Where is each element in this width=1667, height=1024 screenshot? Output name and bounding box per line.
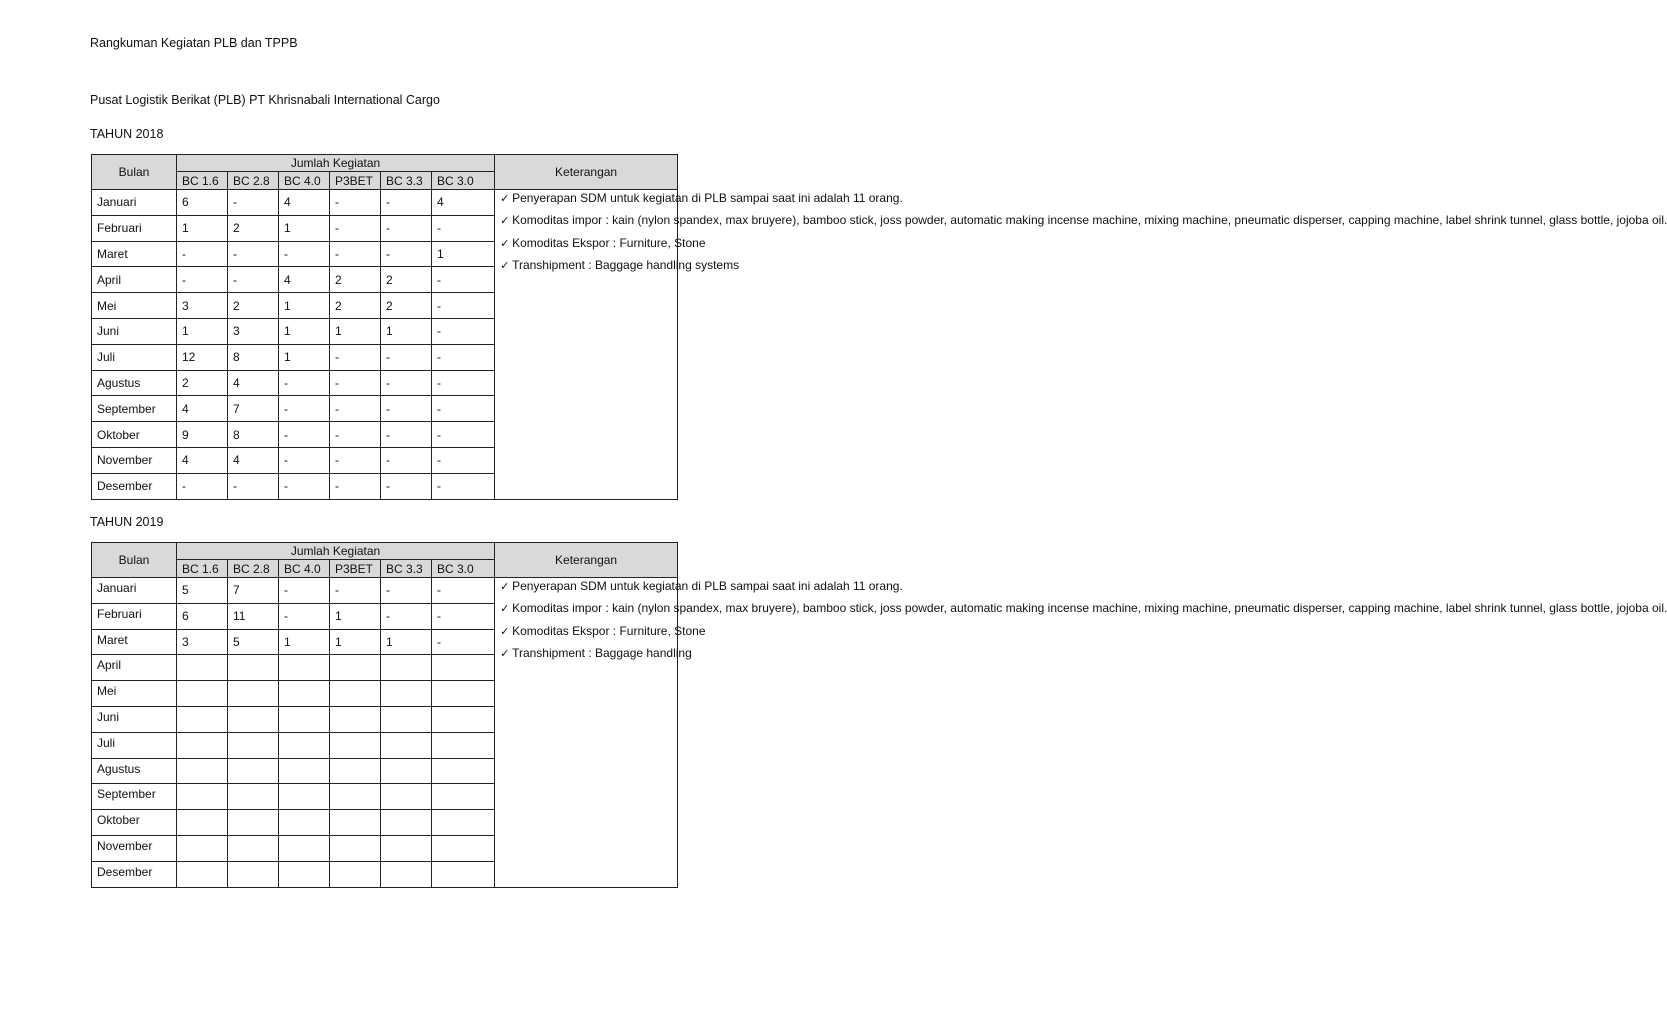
month-cell: Februari (92, 215, 177, 241)
month-cell: Juni (92, 318, 177, 344)
month-cell: Januari (92, 190, 177, 216)
company-heading: Pusat Logistik Berikat (PLB) PT Khrisnabali International Cargo (90, 93, 440, 107)
value-cell: - (432, 447, 495, 473)
value-cell: - (228, 267, 279, 293)
value-cell: 2 (177, 370, 228, 396)
header-row (92, 155, 678, 172)
table-row (92, 190, 678, 216)
value-cell: - (279, 578, 330, 604)
value-cell: 11 (228, 603, 279, 629)
value-cell: 4 (279, 190, 330, 216)
month-cell: Maret (92, 629, 177, 655)
value-cell (228, 861, 279, 887)
value-cell: - (381, 370, 432, 396)
value-cell (381, 681, 432, 707)
value-cell: - (330, 190, 381, 216)
value-cell: - (228, 241, 279, 267)
value-cell: 2 (228, 293, 279, 319)
value-cell: - (279, 447, 330, 473)
value-cell: 7 (228, 396, 279, 422)
value-cell: - (177, 241, 228, 267)
value-cell: 4 (177, 396, 228, 422)
value-cell: 3 (177, 293, 228, 319)
month-cell: November (92, 447, 177, 473)
value-cell (330, 681, 381, 707)
value-cell: - (381, 215, 432, 241)
note-item (500, 257, 740, 274)
value-cell (330, 784, 381, 810)
note-item (500, 600, 1667, 617)
value-cell (279, 655, 330, 681)
month-cell: Agustus (92, 370, 177, 396)
value-cell (381, 835, 432, 861)
value-cell: 1 (330, 603, 381, 629)
value-cell (279, 784, 330, 810)
value-cell (432, 655, 495, 681)
value-cell: 1 (279, 215, 330, 241)
value-cell (177, 784, 228, 810)
check-mark-icon: ✓ (500, 602, 510, 616)
value-cell: - (279, 396, 330, 422)
value-cell: - (177, 267, 228, 293)
month-cell: November (92, 835, 177, 861)
month-cell: Maret (92, 241, 177, 267)
value-cell (177, 835, 228, 861)
value-cell: 5 (177, 578, 228, 604)
value-cell (330, 655, 381, 681)
value-cell (228, 835, 279, 861)
value-cell: 3 (177, 629, 228, 655)
value-cell (330, 758, 381, 784)
value-cell: 2 (381, 267, 432, 293)
value-cell (228, 706, 279, 732)
value-cell (279, 835, 330, 861)
value-cell: 1 (279, 344, 330, 370)
value-cell: - (279, 370, 330, 396)
month-cell: Juni (92, 706, 177, 732)
value-cell: - (381, 422, 432, 448)
value-cell: 1 (177, 215, 228, 241)
note-text: Komoditas Ekspor : Furniture, Stone (512, 623, 706, 638)
check-mark-icon: ✓ (500, 624, 510, 638)
value-cell: 1 (279, 318, 330, 344)
value-cell: - (330, 578, 381, 604)
value-cell: - (228, 190, 279, 216)
value-cell (330, 861, 381, 887)
value-cell (432, 861, 495, 887)
code-header: BC 4.0 (279, 560, 330, 578)
value-cell (279, 732, 330, 758)
month-cell: Oktober (92, 810, 177, 836)
value-cell (381, 732, 432, 758)
note-item (500, 190, 903, 207)
value-cell (279, 681, 330, 707)
value-cell (432, 758, 495, 784)
value-cell: - (432, 396, 495, 422)
value-cell: 2 (381, 293, 432, 319)
value-cell (279, 706, 330, 732)
month-cell: September (92, 396, 177, 422)
value-cell: - (381, 396, 432, 422)
value-cell: - (279, 473, 330, 499)
value-cell: - (381, 190, 432, 216)
value-cell (279, 758, 330, 784)
value-cell: - (432, 603, 495, 629)
value-cell (432, 784, 495, 810)
code-header: BC 3.0 (432, 172, 495, 190)
check-mark-icon: ✓ (500, 259, 510, 273)
value-cell: 1 (330, 629, 381, 655)
value-cell: - (330, 215, 381, 241)
table-row (92, 578, 678, 604)
value-cell: - (432, 578, 495, 604)
value-cell: - (381, 447, 432, 473)
value-cell: - (432, 629, 495, 655)
note-item (500, 578, 903, 595)
year-2019-label: TAHUN 2019 (90, 515, 164, 529)
check-mark-icon: ✓ (500, 580, 510, 593)
check-mark-icon: ✓ (500, 192, 510, 205)
value-cell (279, 861, 330, 887)
bulan-header: Bulan (92, 543, 177, 578)
check-mark-icon: ✓ (500, 647, 510, 661)
value-cell: 2 (330, 267, 381, 293)
value-cell: 4 (228, 370, 279, 396)
value-cell: - (381, 241, 432, 267)
note-text: Komoditas Ekspor : Furniture, Stone (512, 235, 706, 250)
month-cell: Juli (92, 732, 177, 758)
value-cell: - (330, 241, 381, 267)
value-cell: 4 (228, 447, 279, 473)
month-cell: September (92, 784, 177, 810)
value-cell (381, 655, 432, 681)
value-cell: - (432, 318, 495, 344)
value-cell: 2 (228, 215, 279, 241)
code-header: P3BET (330, 560, 381, 578)
value-cell: 6 (177, 603, 228, 629)
value-cell (432, 706, 495, 732)
code-header: BC 4.0 (279, 172, 330, 190)
value-cell (279, 810, 330, 836)
value-cell (432, 810, 495, 836)
month-cell: Februari (92, 603, 177, 629)
value-cell: 7 (228, 578, 279, 604)
value-cell (228, 655, 279, 681)
value-cell (228, 681, 279, 707)
value-cell: - (381, 344, 432, 370)
value-cell: - (330, 396, 381, 422)
value-cell (177, 758, 228, 784)
value-cell (228, 810, 279, 836)
value-cell: 2 (330, 293, 381, 319)
code-header: BC 1.6 (177, 560, 228, 578)
check-mark-icon: ✓ (500, 214, 510, 228)
value-cell (177, 655, 228, 681)
code-header: P3BET (330, 172, 381, 190)
month-cell: Desember (92, 473, 177, 499)
value-cell: - (279, 422, 330, 448)
value-cell: 6 (177, 190, 228, 216)
value-cell: 1 (381, 318, 432, 344)
keterangan-header: Keterangan (495, 543, 678, 578)
value-cell (330, 810, 381, 836)
value-cell: - (279, 241, 330, 267)
month-cell: Desember (92, 861, 177, 887)
month-cell: April (92, 267, 177, 293)
jumlah-kegiatan-header: Jumlah Kegiatan (177, 155, 495, 172)
activity-table-2019 (91, 542, 1667, 888)
value-cell: 1 (432, 241, 495, 267)
value-cell (381, 861, 432, 887)
value-cell (177, 732, 228, 758)
value-cell: - (432, 344, 495, 370)
code-header: BC 1.6 (177, 172, 228, 190)
value-cell: 1 (177, 318, 228, 344)
value-cell (381, 810, 432, 836)
value-cell: 4 (177, 447, 228, 473)
jumlah-kegiatan-header: Jumlah Kegiatan (177, 543, 495, 560)
value-cell: - (330, 473, 381, 499)
value-cell: 3 (228, 318, 279, 344)
year-2018-label: TAHUN 2018 (90, 127, 164, 141)
value-cell: 1 (330, 318, 381, 344)
value-cell: 4 (279, 267, 330, 293)
month-cell: Januari (92, 578, 177, 604)
value-cell: - (228, 473, 279, 499)
value-cell: 12 (177, 344, 228, 370)
note-text: Transhipment : Baggage handling systems (512, 258, 740, 273)
value-cell: 1 (381, 629, 432, 655)
value-cell: - (279, 603, 330, 629)
value-cell (330, 835, 381, 861)
value-cell (432, 835, 495, 861)
note-text: Komoditas impor : kain (nylon spandex, max bruyere), bamboo stick, joss powder, automatic making incense machine, mixing machine, pneumatic disperser, capping machine, label shrink tunnel, glass bottle, jojoba oil. (512, 213, 1667, 228)
value-cell: 8 (228, 344, 279, 370)
value-cell: 9 (177, 422, 228, 448)
note-text: Komoditas impor : kain (nylon spandex, max bruyere), bamboo stick, joss powder, automatic making incense machine, mixing machine, pneumatic disperser, capping machine, label shrink tunnel, glass bottle, jojoba oil. (512, 601, 1667, 616)
note-item (500, 212, 1667, 229)
code-header: BC 2.8 (228, 560, 279, 578)
value-cell: - (330, 344, 381, 370)
value-cell (330, 732, 381, 758)
code-header: BC 3.3 (381, 172, 432, 190)
value-cell (177, 681, 228, 707)
keterangan-header: Keterangan (495, 155, 678, 190)
value-cell (381, 758, 432, 784)
code-header: BC 3.0 (432, 560, 495, 578)
month-cell: Agustus (92, 758, 177, 784)
value-cell: - (381, 473, 432, 499)
note-text: Penyerapan SDM untuk kegiatan di PLB sampai saat ini adalah 11 orang. (512, 579, 903, 593)
value-cell: 8 (228, 422, 279, 448)
value-cell: - (381, 578, 432, 604)
value-cell (432, 681, 495, 707)
bulan-header: Bulan (92, 155, 177, 190)
value-cell: - (330, 370, 381, 396)
value-cell: - (432, 422, 495, 448)
header-row (92, 543, 678, 560)
value-cell: - (432, 473, 495, 499)
month-cell: Juli (92, 344, 177, 370)
value-cell: - (177, 473, 228, 499)
value-cell: - (432, 293, 495, 319)
value-cell (330, 706, 381, 732)
month-cell: Mei (92, 681, 177, 707)
value-cell (381, 784, 432, 810)
keterangan-cell (495, 578, 1667, 888)
note-item (500, 623, 706, 640)
value-cell (177, 706, 228, 732)
code-header: BC 3.3 (381, 560, 432, 578)
note-text: Transhipment : Baggage handling (512, 646, 692, 661)
note-text: Penyerapan SDM untuk kegiatan di PLB sampai saat ini adalah 11 orang. (512, 191, 903, 205)
value-cell: 1 (279, 629, 330, 655)
activity-table-2018 (91, 154, 1667, 500)
value-cell: 5 (228, 629, 279, 655)
value-cell: - (432, 370, 495, 396)
month-cell: Oktober (92, 422, 177, 448)
value-cell: 4 (432, 190, 495, 216)
month-cell: Mei (92, 293, 177, 319)
value-cell: - (330, 422, 381, 448)
keterangan-cell (495, 190, 1667, 500)
value-cell (177, 810, 228, 836)
value-cell (381, 706, 432, 732)
value-cell (228, 758, 279, 784)
value-cell (432, 732, 495, 758)
note-item (500, 645, 692, 662)
month-cell: April (92, 655, 177, 681)
value-cell (177, 861, 228, 887)
value-cell (228, 732, 279, 758)
note-item (500, 235, 706, 252)
value-cell: - (432, 215, 495, 241)
document-title: Rangkuman Kegiatan PLB dan TPPB (90, 36, 298, 50)
value-cell: 1 (279, 293, 330, 319)
code-header: BC 2.8 (228, 172, 279, 190)
value-cell: - (381, 603, 432, 629)
check-mark-icon: ✓ (500, 236, 510, 250)
value-cell: - (330, 447, 381, 473)
value-cell: - (432, 267, 495, 293)
value-cell (228, 784, 279, 810)
